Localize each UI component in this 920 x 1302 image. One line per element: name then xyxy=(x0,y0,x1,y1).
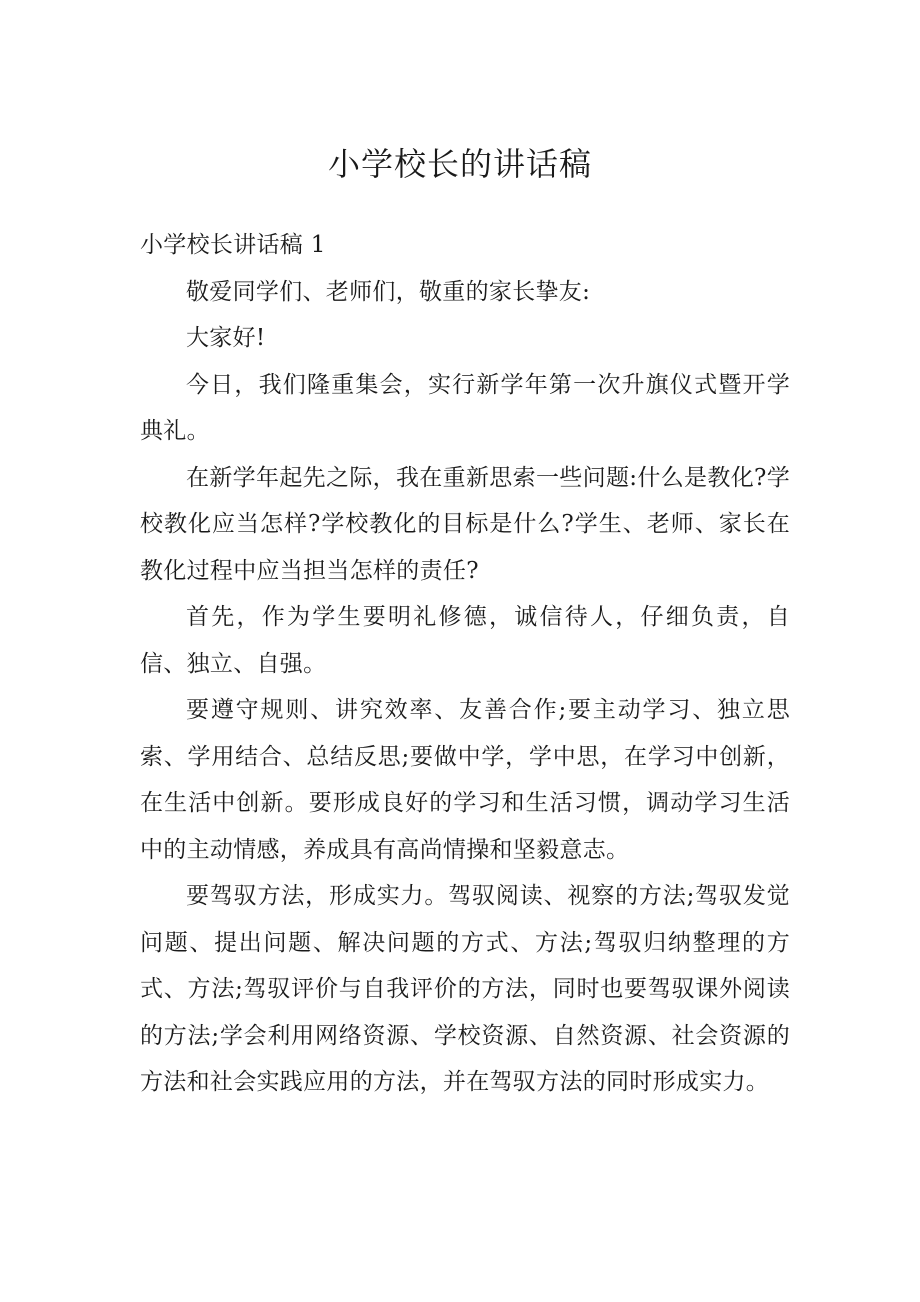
section-heading: 小学校长讲话稿 1 xyxy=(140,232,326,258)
paragraph-opening: 今日，我们隆重集会，实行新学年第一次升旗仪式暨开学典礼。 xyxy=(140,371,790,444)
paragraph-rules: 要遵守规则、讲究效率、友善合作;要主动学习、独立思索、学用结合、总结反思;要做中学，学中思，在学习中创新，在生活中创新。要形成良好的学习和生活习惯，调动学习生活中的主动情感，养成具有高尚情操和坚毅意志。 xyxy=(140,697,790,863)
document-body xyxy=(140,222,790,1106)
paragraph-virtues: 首先，作为学生要明礼修德，诚信待人，仔细负责，自信、独立、自强。 xyxy=(140,604,790,677)
paragraph-greeting: 敬爱同学们、老师们，敬重的家长挚友: xyxy=(186,278,591,305)
paragraph-methods: 要驾驭方法，形成实力。驾驭阅读、视察的方法;驾驭发觉问题、提出问题、解决问题的方式、方法;驾驭归纳整理的方式、方法;驾驭评价与自我评价的方法，同时也要驾驭课外阅读的方法;学会利用网络资源、学校资源、自然资源、社会资源的方法和社会实践应用的方法，并在驾驭方法的同时形成实力。 xyxy=(140,883,790,1095)
paragraph-questions: 在新学年起先之际，我在重新思索一些问题:什么是教化?学校教化应当怎样?学校教化的目标是什么?学生、老师、家长在教化过程中应当担当怎样的责任? xyxy=(140,464,790,584)
paragraph-hello: 大家好! xyxy=(186,325,266,351)
document-title: 小学校长的讲话稿 xyxy=(327,145,592,183)
